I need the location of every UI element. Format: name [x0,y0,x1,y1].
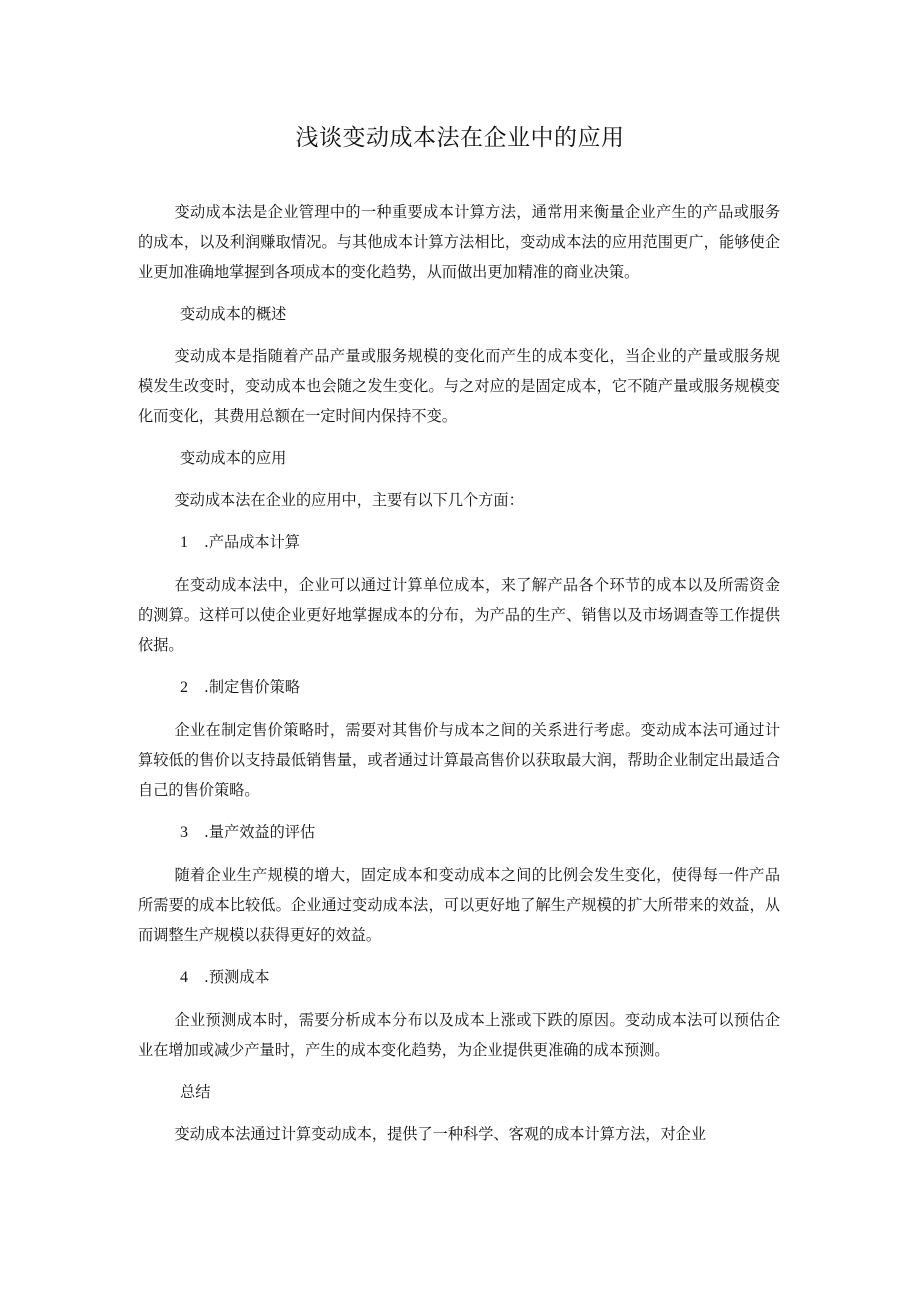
section-heading-summary: 总结 [180,1083,211,1101]
item-heading-text: .预测成本 [204,968,270,986]
item-heading-2 [138,672,780,703]
intro-paragraph: 变动成本法是企业管理中的一种重要成本计算方法，通常用来衡量企业产生的产品或服务的成本，以及利润赚取情况。与其他成本计算方法相比，变动成本法的应用范围更广，能够使企业更加准确地掌握到各项成本的变化趋势，从而做出更加精准的商业决策。 [138,203,780,281]
item-heading-3 [138,817,780,848]
item-number: 1 [180,534,188,551]
item-paragraph-1: 在变动成本法中，企业可以通过计算单位成本，来了解产品各个环节的成本以及所需资金的测算。这样可以使企业更好地掌握成本的分布，为产品的生产、销售以及市场调查等工作提供依据。 [138,576,780,654]
document-title: 浅谈变动成本法在企业中的应用 [295,125,625,151]
item-heading-text: .产品成本计算 [204,533,300,551]
application-paragraph: 变动成本法在企业的应用中，主要有以下几个方面： [174,491,524,509]
section-heading-overview: 变动成本的概述 [180,305,287,323]
item-number: 4 [180,969,188,986]
document-body [138,197,780,1161]
item-heading-text: .量产效益的评估 [204,823,316,841]
item-paragraph-4: 企业预测成本时，需要分析成本分布以及成本上涨或下跌的原因。变动成本法可以预估企业在增加或减少产量时，产生的成本变化趋势，为企业提供更准确的成本预测。 [138,1011,780,1059]
item-number: 3 [180,824,188,841]
item-heading-text: .制定售价策略 [204,678,300,696]
summary-paragraph: 变动成本法通过计算变动成本，提供了一种科学、客观的成本计算方法，对企业 [174,1125,707,1143]
item-paragraph-2: 企业在制定售价策略时，需要对其售价与成本之间的关系进行考虑。变动成本法可通过计算较低的售价以支持最低销售量，或者通过计算最高售价以获取最大润，帮助企业制定出最适合自己的售价策略。 [138,721,780,799]
item-heading-4 [138,962,780,993]
item-paragraph-3: 随着企业生产规模的增大，固定成本和变动成本之间的比例会发生变化，使得每一件产品所需要的成本比较低。企业通过变动成本法，可以更好地了解生产规模的扩大所带来的效益，从而调整生产规模以获得更好的效益。 [138,866,780,944]
item-number: 2 [180,679,188,696]
section-heading-application: 变动成本的应用 [180,449,287,467]
overview-paragraph: 变动成本是指随着产品产量或服务规模的变化而产生的成本变化，当企业的产量或服务规模发生改变时，变动成本也会随之发生变化。与之对应的是固定成本，它不随产量或服务规模变化而变化，其费用总额在一定时间内保持不变。 [138,347,780,425]
item-heading-1 [138,527,780,558]
